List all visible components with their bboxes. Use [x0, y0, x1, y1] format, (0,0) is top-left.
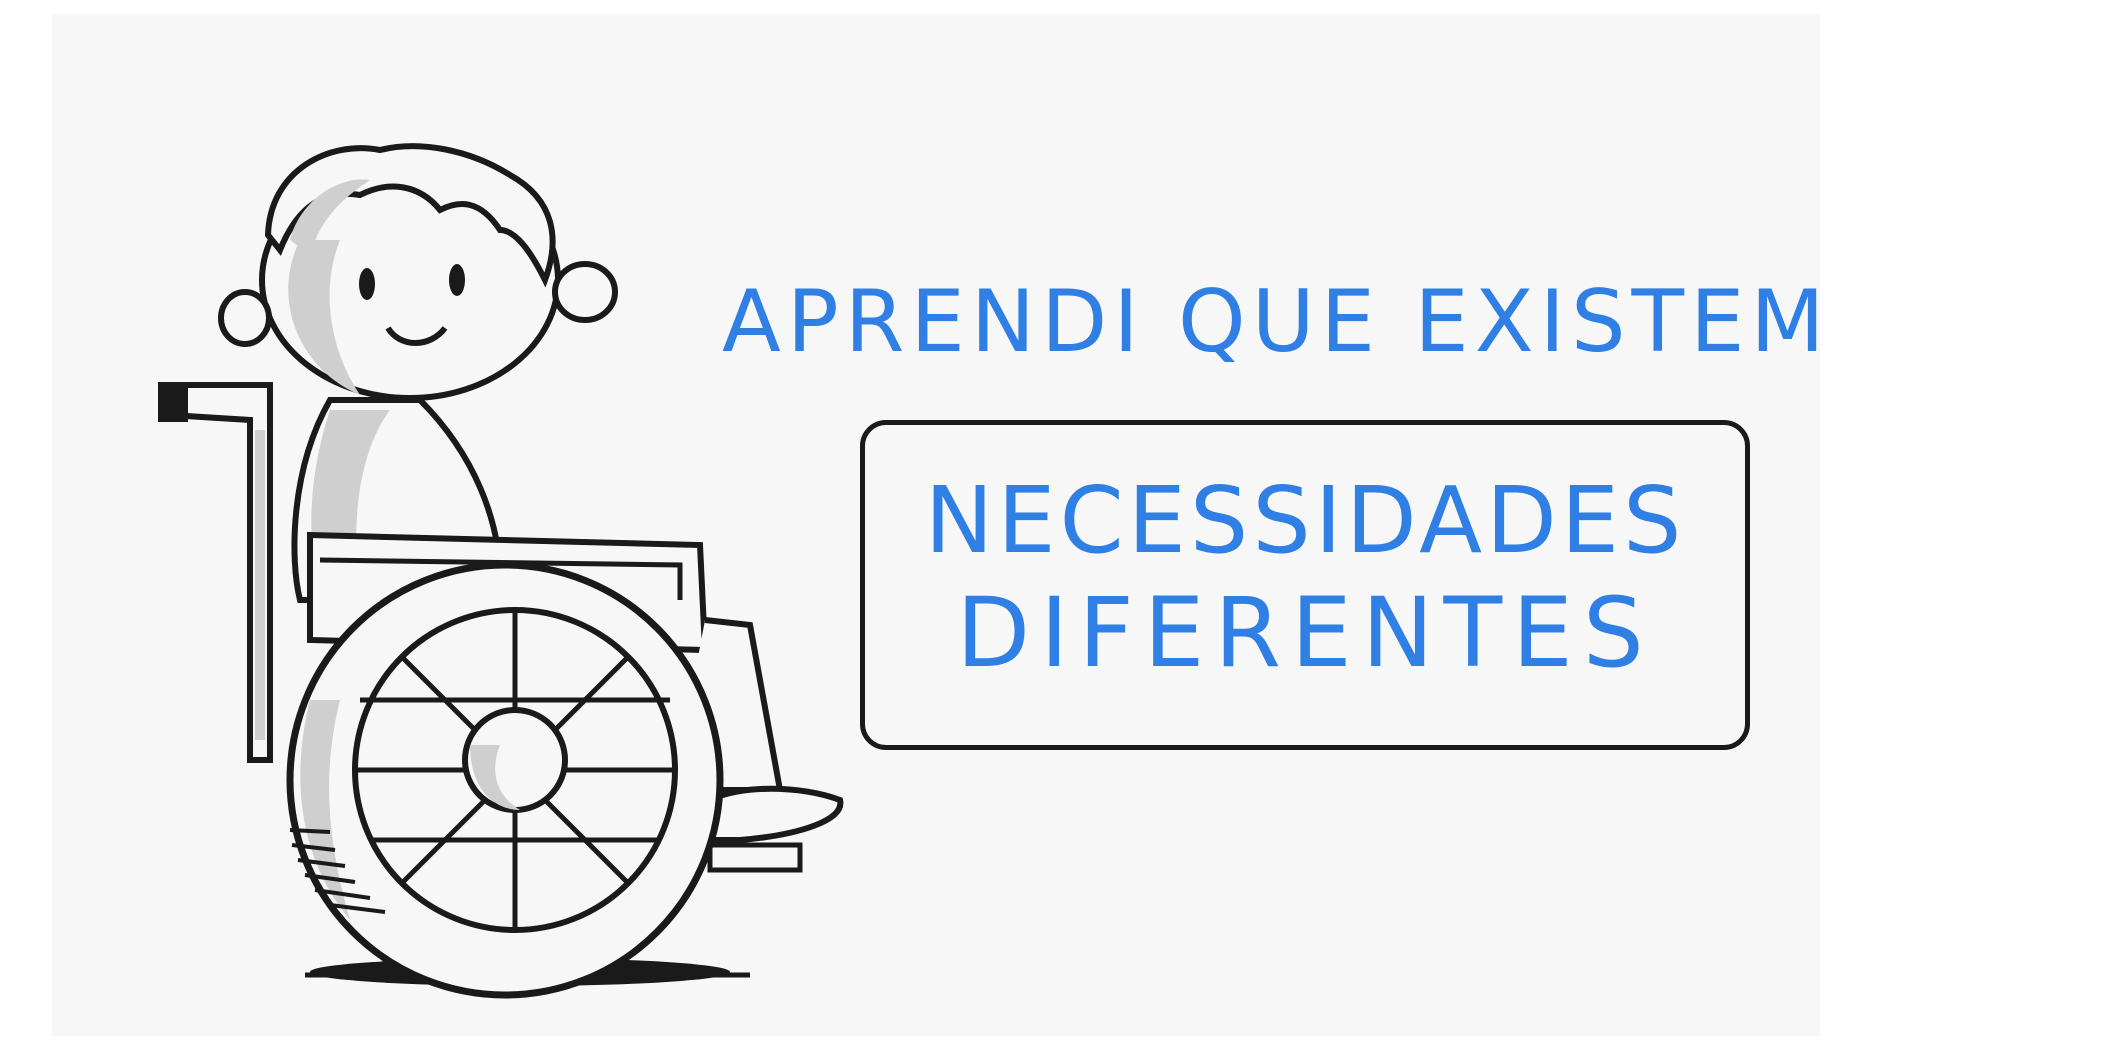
highlight-line-2: DIFERENTES — [956, 577, 1654, 689]
highlight-line-1: NECESSIDADES — [924, 467, 1686, 574]
chair-handle-grip — [158, 382, 188, 422]
ear-right — [555, 264, 615, 320]
ear-left — [221, 292, 269, 344]
foot — [710, 789, 840, 840]
footrest — [710, 845, 800, 870]
highlight-box — [860, 420, 1750, 750]
eye-right — [449, 264, 465, 296]
headline: APRENDI QUE EXISTEM — [722, 272, 1831, 372]
chair-back-shade — [255, 430, 265, 740]
eye-left — [359, 268, 375, 300]
